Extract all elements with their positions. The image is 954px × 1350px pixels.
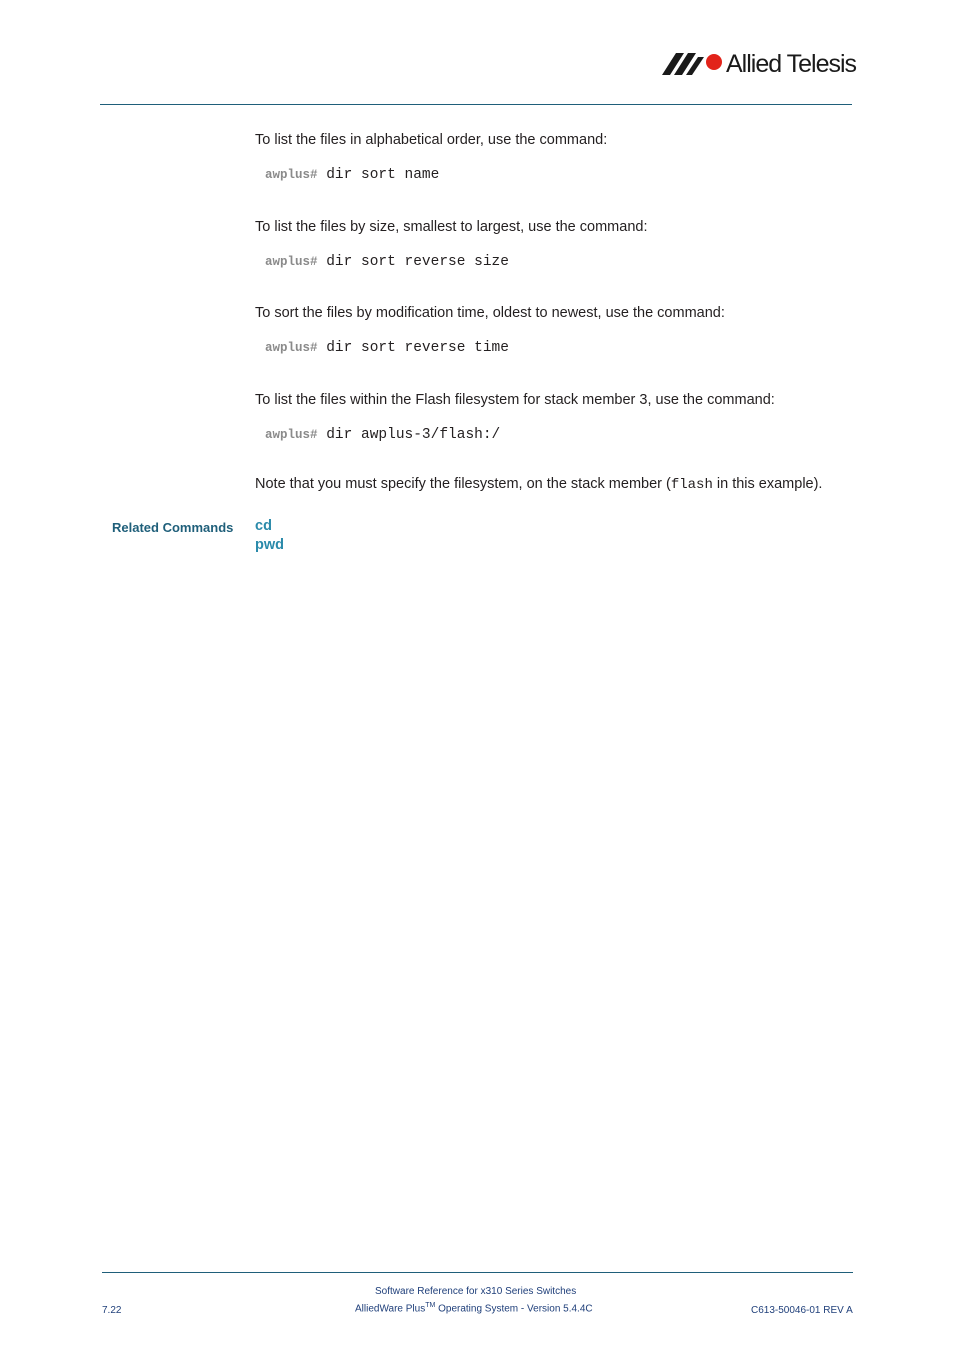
- header-divider: [100, 104, 852, 105]
- footer-os-version: [355, 1302, 593, 1314]
- logo-text: Allied Telesis: [726, 50, 857, 78]
- paragraph-alphabetical: To list the files in alphabetical order, use the command:: [255, 132, 608, 148]
- code-command: dir sort reverse time: [326, 340, 509, 356]
- footer-trademark: TM: [425, 1302, 436, 1309]
- paragraph-by-size: To list the files by size, smallest to largest, use the command:: [255, 219, 648, 235]
- code-prompt: awplus#: [265, 255, 318, 269]
- paragraph-by-time: To sort the files by modification time, oldest to newest, use the command:: [255, 305, 725, 321]
- footer-page-number: 7.22: [102, 1305, 122, 1316]
- footer-divider: [102, 1272, 853, 1273]
- code-prompt: awplus#: [265, 428, 318, 442]
- code-example-stack-flash: [265, 427, 500, 443]
- code-command: dir awplus-3/flash:/: [326, 427, 501, 443]
- allied-telesis-logo-icon: [662, 53, 724, 75]
- note-text-after: in this example).: [712, 476, 823, 492]
- brand-logo: [662, 50, 857, 80]
- related-link-pwd[interactable]: pwd: [255, 537, 284, 553]
- code-example-sort-size: [265, 254, 509, 270]
- code-prompt: awplus#: [265, 341, 318, 355]
- paragraph-stack-member: To list the files within the Flash filesystem for stack member 3, use the command:: [255, 392, 775, 408]
- related-commands-heading: Related Commands: [112, 520, 234, 535]
- code-command: dir sort name: [326, 167, 440, 183]
- code-example-sort-time: [265, 340, 509, 356]
- note-inline-code: flash: [670, 477, 713, 493]
- note-text-before: Note that you must specify the filesystem, on the stack member (: [255, 476, 671, 492]
- code-command: dir sort reverse size: [326, 254, 509, 270]
- footer-doc-id: C613-50046-01 REV A: [751, 1305, 853, 1316]
- related-link-cd[interactable]: cd: [255, 518, 272, 534]
- note-paragraph: [255, 476, 822, 493]
- footer-os-prefix: AlliedWare Plus: [355, 1303, 426, 1315]
- footer-os-suffix: Operating System - Version 5.4.4C: [435, 1303, 593, 1315]
- code-example-sort-name: [265, 167, 439, 183]
- footer-title: Software Reference for x310 Series Switches: [375, 1286, 577, 1297]
- code-prompt: awplus#: [265, 168, 318, 182]
